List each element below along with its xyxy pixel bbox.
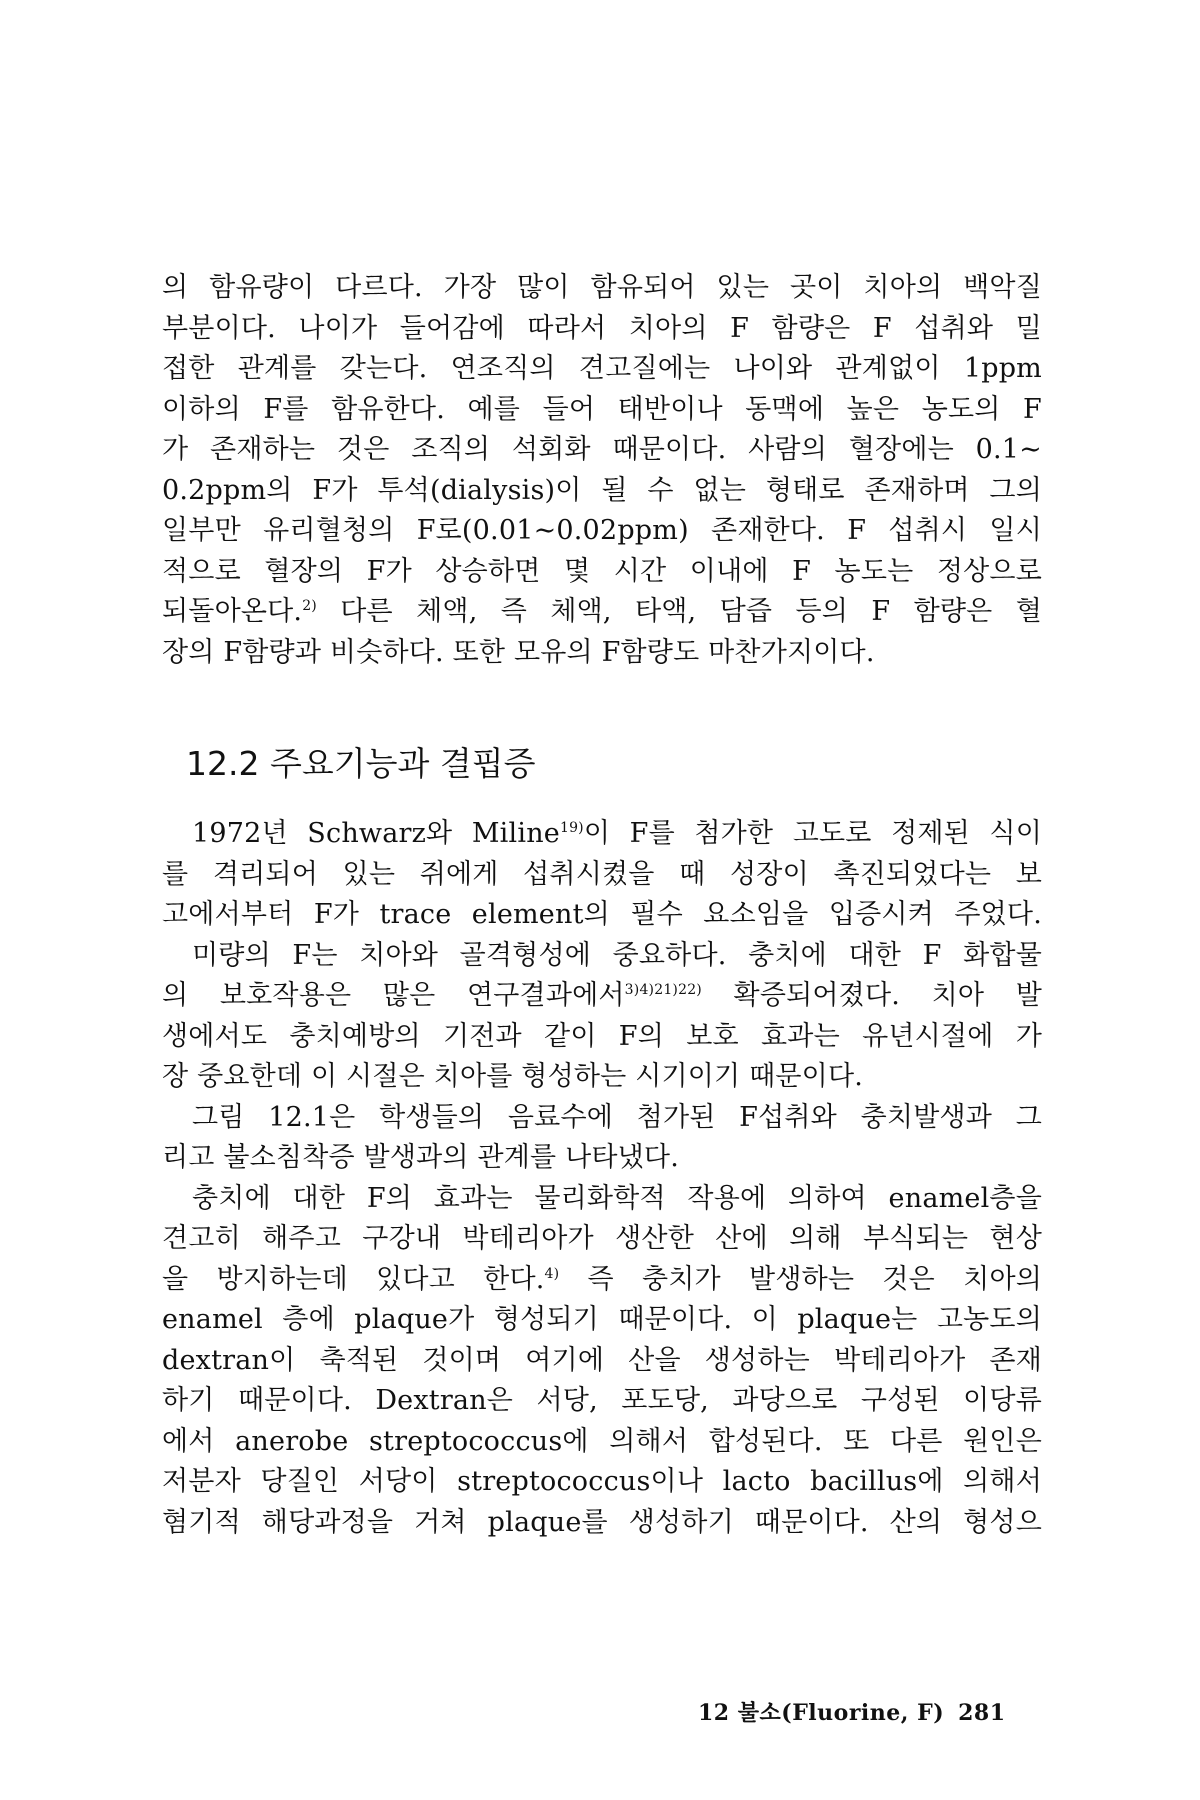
text-line: 가 존재하는 것은 조직의 석회화 때문이다. 사람의 혈장에는 0.1∼ [162,434,1042,465]
reference-mark: 2) [302,598,317,614]
text-line: enamel 층에 plaque가 형성되기 때문이다. 이 plaque는 고농도의 [162,1304,1042,1335]
page-footer [698,1696,1006,1727]
reference-mark: 3)4)21)22) [624,982,702,998]
text-line: 하기 때문이다. Dextran은 서당, 포도당, 과당으로 구성된 이당류 [162,1385,1042,1416]
text-line: 충치에 대한 F의 효과는 물리화학적 작용에 의하여 enamel층을 [192,1182,1042,1214]
section-heading: 12.2 주요기능과 결핍증 [186,744,536,783]
text-line: 장의 F함량과 비슷하다. 또한 모유의 F함량도 마찬가지이다. [162,636,875,668]
text-line: 리고 불소침착증 발생과의 관계를 나타냈다. [162,1142,679,1173]
text-line [162,814,1042,855]
text-line [162,1260,1042,1301]
text-segment: 을 방지하는데 있다고 한다. [162,1263,545,1295]
text-line: dextran이 축적된 것이며 여기에 산을 생성하는 박테리아가 존재 [162,1344,1042,1376]
text-line: 그림 12.1은 학생들의 음료수에 첨가된 F섭취와 충치발생과 그 [192,1101,1042,1133]
text-segment: 의 보호작용은 많은 연구결과에서 [162,980,625,1011]
text-line: 혐기적 해당과정을 거쳐 plaque를 생성하기 때문이다. 산의 형성으 [162,1506,1042,1538]
text-line: 에서 anerobe streptococcus에 의해서 합성된다. 또 다른 원인은 [162,1425,1042,1457]
text-line: 를 격리되어 있는 쥐에게 섭취시켰을 때 성장이 촉진되었다는 보 [162,858,1042,890]
text-line: 0.2ppm의 F가 투석(dialysis)이 될 수 없는 형태로 존재하며 그의 [162,474,1042,506]
paragraph-intro [162,268,1042,673]
text-segment: 1972년 Schwarz와 Miline [192,818,560,849]
reference-mark: 19) [559,820,584,836]
text-line: 고에서부터 F가 trace element의 필수 요소임을 입증시켜 주었다. [162,899,1042,930]
paragraph-main [162,814,1042,1543]
text-segment: 되돌아온다. [162,596,303,627]
page-number: 281 [958,1700,1006,1726]
running-footer-chapter: 12 불소(Fluorine, F) [698,1700,945,1726]
text-line [162,592,1042,633]
text-line: 일부만 유리혈청의 F로(0.01∼0.02ppm) 존재한다. F 섭취시 일시 [162,515,1042,546]
text-line: 적으로 혈장의 F가 상승하면 몇 시간 이내에 F 농도는 정상으로 [162,555,1042,587]
text-line: 접한 관계를 갖는다. 연조직의 견고질에는 나이와 관계없이 1ppm [162,353,1042,384]
text-line: 미량의 F는 치아와 골격형성에 중요하다. 충치에 대한 F 화합물 [192,939,1042,971]
text-segment: 이 F를 첨가한 고도로 정제된 식이 [583,818,1042,849]
text-segment: 확증되어졌다. 치아 발 [701,980,1043,1011]
text-segment: 즉 충치가 발생하는 것은 치아의 [559,1263,1043,1295]
reference-mark: 4) [544,1265,560,1282]
text-line: 이하의 F를 함유한다. 예를 들어 태반이나 동맥에 높은 농도의 F [162,393,1042,425]
text-line: 저분자 당질인 서당이 streptococcus이나 lacto bacillus에 의해서 [162,1466,1042,1497]
text-line: 견고히 해주고 구강내 박테리아가 생산한 산에 의해 부식되는 현상 [162,1223,1042,1254]
text-line: 장 중요한데 이 시절은 치아를 형성하는 시기이기 때문이다. [162,1061,864,1092]
text-line: 의 함유량이 다르다. 가장 많이 함유되어 있는 곳이 치아의 백악질 [162,272,1042,303]
text-line [162,976,1042,1017]
text-line: 생에서도 충치예방의 기전과 같이 F의 보호 효과는 유년시절에 가 [162,1020,1042,1052]
text-segment: 다른 체액, 즉 체액, 타액, 담즙 등의 F 함량은 혈 [316,596,1042,627]
text-line: 부분이다. 나이가 들어감에 따라서 치아의 F 함량은 F 섭취와 밀 [162,312,1042,344]
